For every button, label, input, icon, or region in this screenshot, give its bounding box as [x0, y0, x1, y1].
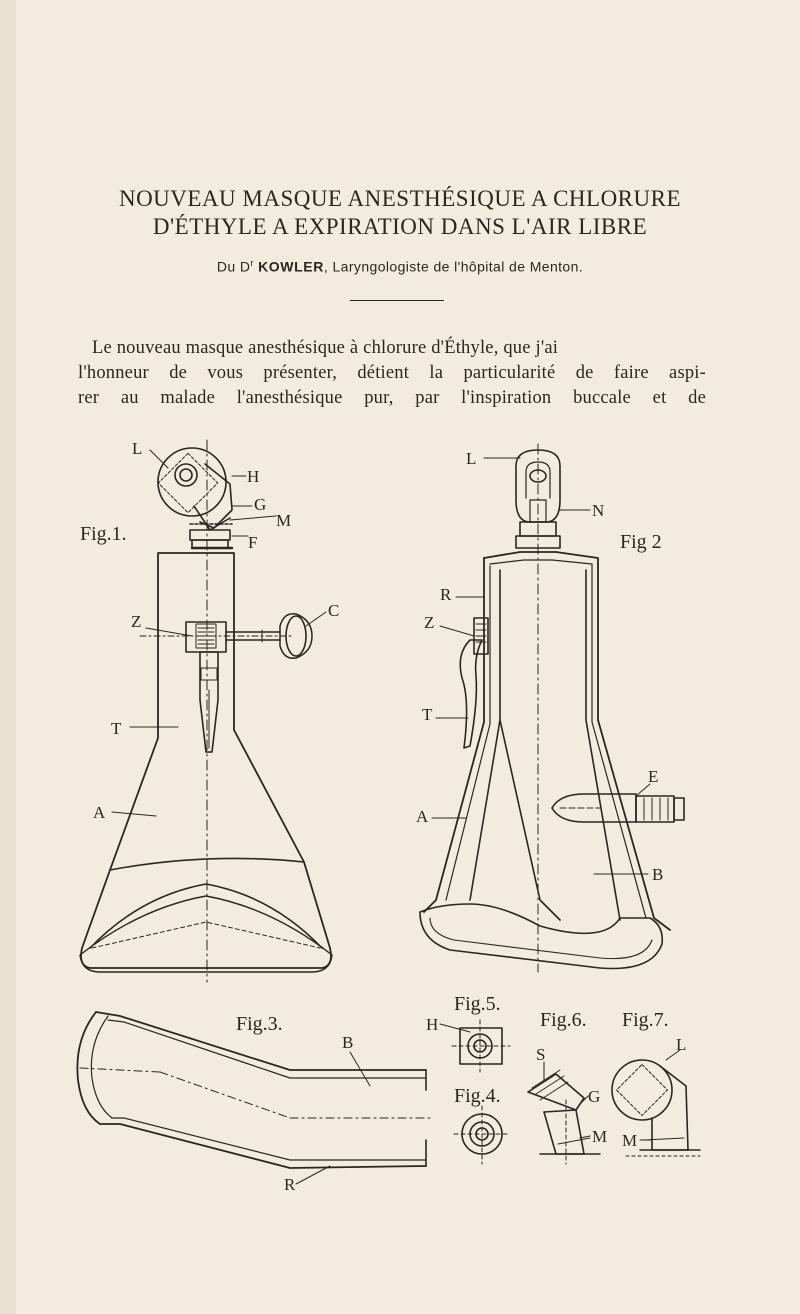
fig2-label-T: T [422, 705, 433, 724]
author-affiliation: , Laryngologiste de l'hôpital de Menton. [323, 258, 584, 275]
figure-7-title: Fig.7. [622, 1009, 669, 1031]
figure-1-title: Fig.1. [80, 523, 127, 545]
fig2-label-B: B [652, 865, 664, 884]
fig3-label-R: R [284, 1175, 296, 1194]
article-title-line-1: NOUVEAU MASQUE ANESTHÉSIQUE A CHLORURE [118, 186, 682, 211]
figure-6-title: Fig.6. [540, 1009, 587, 1031]
fig6-label-S: S [536, 1045, 546, 1064]
byline-prefix: Du D [216, 258, 251, 275]
fig2-label-A: A [416, 807, 429, 826]
body-text-line-1: Le nouveau masque anesthésique à chlorure d'Éthyle, que j'ai [92, 338, 559, 358]
fig1-label-G: G [254, 495, 267, 514]
figure-3-title: Fig.3. [236, 1013, 283, 1035]
article-title-line-2: D'ÉTHYLE A EXPIRATION DANS L'AIR LIBRE [152, 214, 648, 239]
fig7-label-M: M [622, 1131, 638, 1150]
fig1-label-L: L [132, 439, 143, 458]
fig2-label-E: E [648, 767, 659, 786]
fig5-label-H: H [426, 1015, 439, 1034]
figure-2-mask-section-view [420, 444, 684, 972]
fig1-label-A: A [93, 803, 106, 822]
figure-2-title: Fig 2 [620, 531, 662, 553]
fig3-label-B: B [342, 1033, 354, 1052]
fig1-label-M: M [276, 511, 292, 530]
figure-1-mask-front-view [80, 440, 332, 982]
fig7-label-L: L [676, 1035, 687, 1054]
fig6-label-G: G [588, 1087, 601, 1106]
fig1-label-F: F [248, 533, 258, 552]
author-name: KOWLER [258, 258, 324, 275]
body-text-line-3: rer au malade l'anesthésique pur, par l'inspiration buccale et de [78, 388, 706, 408]
figure-5-title: Fig.5. [454, 993, 501, 1015]
figure-3-tube-section [77, 1012, 434, 1184]
fig1-label-C: C [328, 601, 340, 620]
figure-6-elbow-joint [528, 1062, 600, 1164]
fig2-label-N: N [592, 501, 605, 520]
figure-4-title: Fig.4. [454, 1085, 501, 1107]
fig1-label-T: T [111, 719, 122, 738]
fig1-label-H: H [247, 467, 260, 486]
fig2-label-Z: Z [424, 613, 435, 632]
body-text-line-2: l'honneur de vous présenter, détient la particularité de faire aspi- [78, 363, 706, 383]
fig6-label-M: M [592, 1127, 608, 1146]
byline-title-superscript: r [250, 258, 254, 268]
figure-5-valve-detail [440, 1020, 510, 1072]
fig2-label-L: L [466, 449, 477, 468]
figure-4-ring-detail [454, 1106, 510, 1164]
fig1-label-Z: Z [131, 612, 142, 631]
fig2-label-R: R [440, 585, 452, 604]
